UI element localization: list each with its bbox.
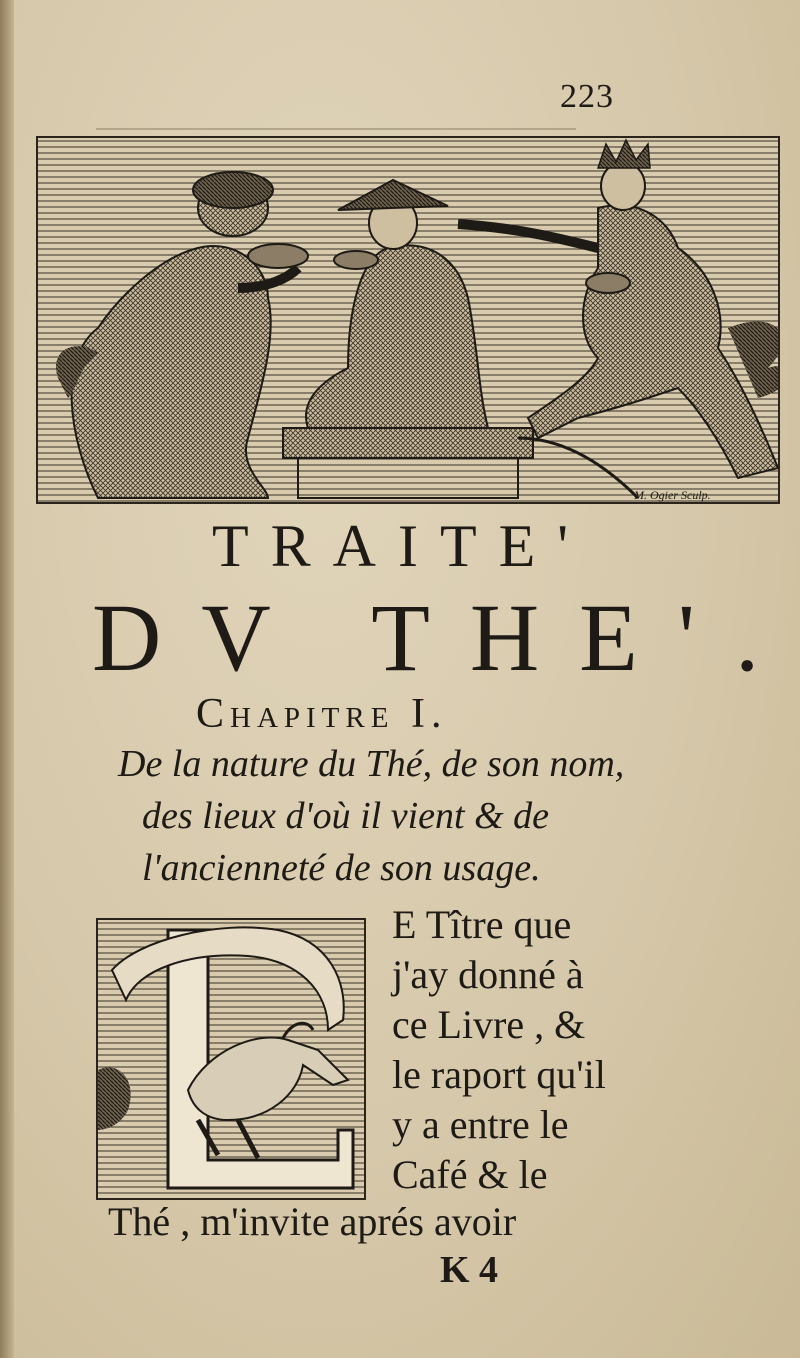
title-line-2: DV THE'. xyxy=(92,584,800,691)
subtitle-line: des lieux d'où il vient & de xyxy=(142,795,550,837)
body-line: ce Livre , & xyxy=(392,1002,586,1047)
body-line: y a entre le xyxy=(392,1102,569,1147)
decorated-initial xyxy=(96,918,366,1200)
chapter-subtitle xyxy=(118,738,698,894)
title-line-1: TRAITE' xyxy=(212,513,591,579)
body-line: le raport qu'il xyxy=(392,1052,606,1097)
body-line: Café & le xyxy=(392,1152,548,1197)
chapter-heading: Chapitre I. xyxy=(196,691,448,737)
body-text xyxy=(392,900,662,1200)
tea-drinkers-illustration xyxy=(38,138,778,502)
page-number: 223 xyxy=(560,78,614,115)
header-rule xyxy=(96,128,576,130)
body-line: j'ay donné à xyxy=(392,952,584,997)
body-line-full-width: Thé , m'invite aprés avoir xyxy=(108,1199,517,1244)
engraver-credit: M. Ogier Sculp. xyxy=(634,488,711,502)
subtitle-line: l'ancienneté de son usage. xyxy=(142,847,541,889)
body-line: E Tître que xyxy=(392,902,572,947)
signature-mark: K 4 xyxy=(440,1249,499,1291)
subtitle-line: De la nature du Thé, de son nom, xyxy=(118,743,625,785)
headpiece-engraving xyxy=(36,136,780,504)
page-gutter xyxy=(0,0,14,1358)
unicorn-initial-illustration xyxy=(98,920,364,1198)
